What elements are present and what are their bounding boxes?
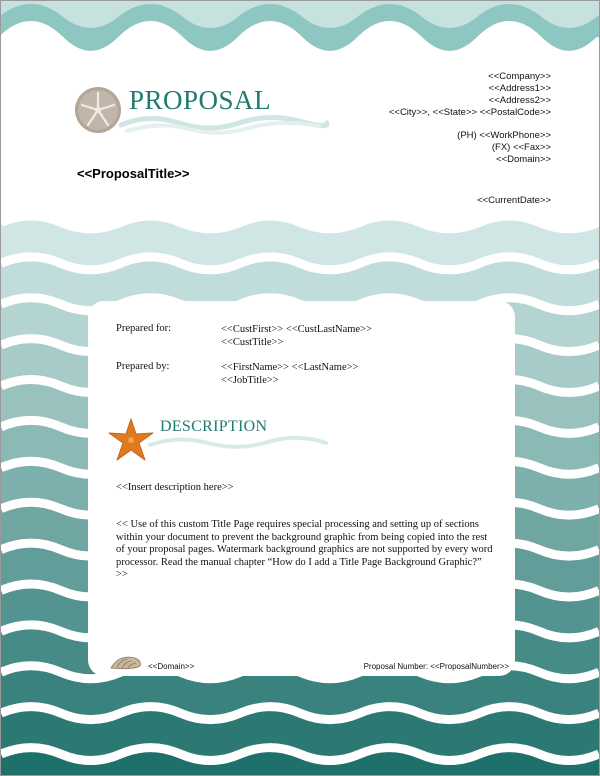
- description-heading: DESCRIPTION: [160, 418, 268, 435]
- description-swoosh: [148, 431, 328, 453]
- domain: <<Domain>>: [496, 154, 551, 165]
- prepared-for-label: Prepared for:: [116, 323, 172, 334]
- prepared-for-values: [221, 323, 372, 349]
- description-placeholder: <<Insert description here>>: [116, 482, 234, 493]
- company-name: <<Company>>: [488, 71, 551, 82]
- sand-dollar-icon: [73, 85, 123, 135]
- seashell-icon: [109, 652, 143, 672]
- prepared-by-label: Prepared by:: [116, 361, 170, 372]
- proposal-title: PROPOSAL: [129, 85, 272, 115]
- proposal-title-field: <<ProposalTitle>>: [77, 166, 190, 181]
- customer-title: <<CustTitle>>: [221, 337, 284, 348]
- address-line-2: <<Address2>>: [488, 95, 551, 106]
- footer-domain: <<Domain>>: [148, 662, 195, 671]
- author-title: <<JobTitle>>: [221, 375, 279, 386]
- company-contact: [389, 71, 551, 166]
- prepared-by-values: [221, 361, 358, 387]
- author-name: <<FirstName>> <<LastName>>: [221, 362, 359, 373]
- city-state-postal: <<City>>, <<State>> <<PostalCode>>: [388, 107, 551, 118]
- description-body: << Use of this custom Title Page requires special processing and setting up of sections within your document to prevent the background graphic from being copied into the rest of your proposal pages. Watermark background graphics are not supported by every word processor. Read the manual chapter “How do I add a Title Page Background Graphic?” >>: [116, 519, 493, 580]
- customer-name: <<CustFirst>> <<CustLastName>>: [221, 324, 372, 335]
- proposal-number: Proposal Number: <<ProposalNumber>>: [363, 662, 509, 671]
- current-date: <<CurrentDate>>: [477, 195, 551, 206]
- content-card: [88, 301, 515, 676]
- title-swoosh: [119, 111, 329, 137]
- address-line-1: <<Address1>>: [488, 83, 551, 94]
- work-phone: (PH) <<WorkPhone>>: [457, 130, 551, 141]
- fax: (FX) <<Fax>>: [491, 142, 551, 153]
